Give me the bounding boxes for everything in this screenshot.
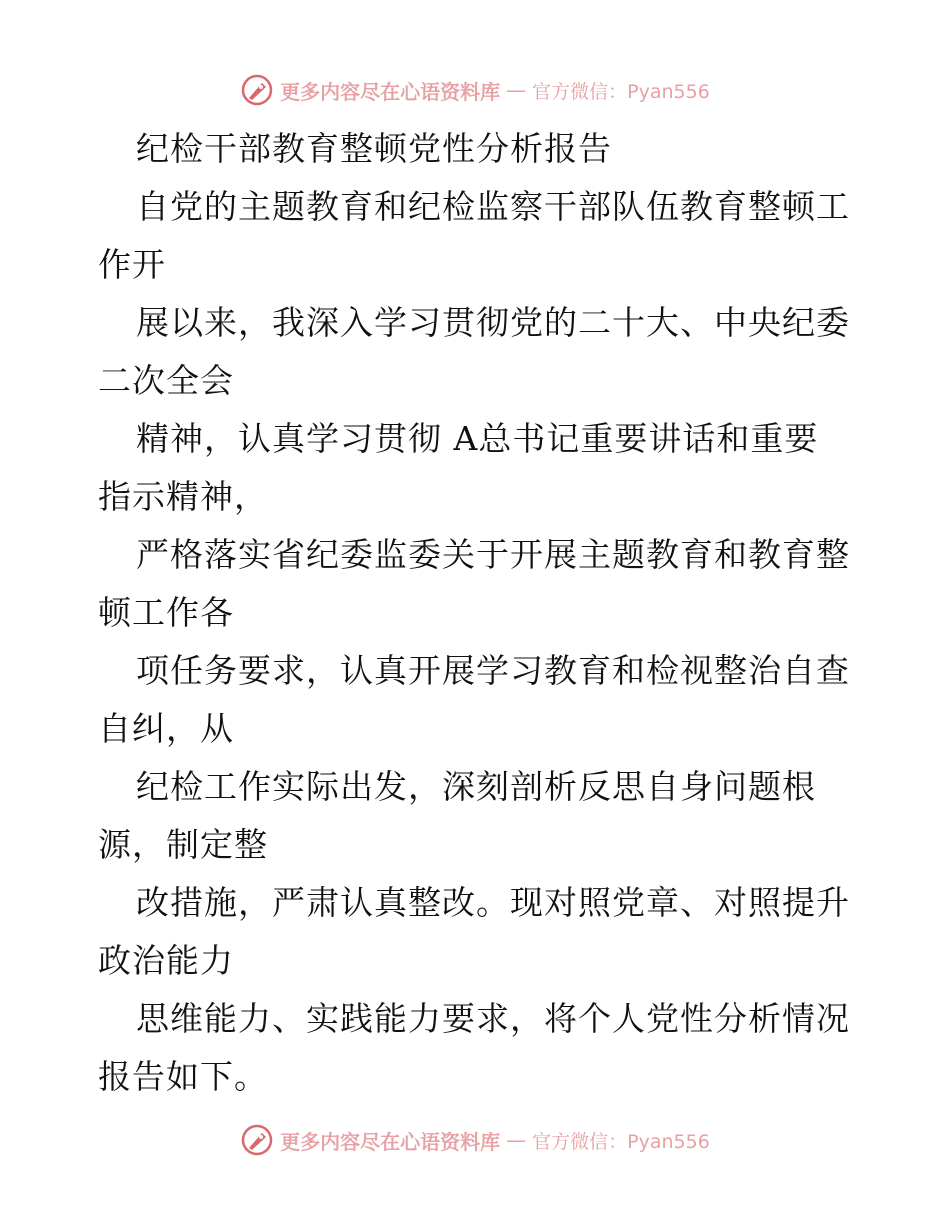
- text-line: 项任务要求，认真开展学习教育和检视整治自查: [136, 651, 850, 690]
- text-line: 纪检工作实际出发，深刻剖析反思自身问题根: [136, 767, 816, 806]
- pen-nib-logo-icon: [240, 1123, 274, 1157]
- text-line: 自党的主题教育和纪检监察干部队伍教育整顿工: [136, 187, 850, 226]
- banner-wechat-text: 官方微信：Pyan556: [532, 1130, 710, 1153]
- text-line: 报告如下。: [98, 1057, 268, 1096]
- text-line: 作开: [98, 245, 166, 284]
- text-line: 精神，认真学习贯彻 A总书记重要讲话和重要: [136, 419, 819, 458]
- text-line: 严格落实省纪委监委关于开展主题教育和教育整: [136, 535, 850, 574]
- banner-separator: —: [506, 1128, 527, 1152]
- document-body: [98, 120, 858, 1106]
- text-line: 源，制定整: [98, 825, 268, 864]
- text-line: 二次全会: [98, 361, 234, 400]
- footer-watermark-banner: [0, 1120, 950, 1160]
- pen-nib-logo-icon: [240, 73, 274, 107]
- banner-site-text: 更多内容尽在心语资料库: [280, 79, 501, 104]
- text-line: 改措施，严肃认真整改。现对照党章、对照提升: [136, 883, 850, 922]
- banner-site-text: 更多内容尽在心语资料库: [280, 1129, 501, 1154]
- document-title: 纪检干部教育整顿党性分析报告: [136, 129, 612, 168]
- banner-wechat-text: 官方微信：Pyan556: [532, 80, 710, 103]
- text-line: 顿工作各: [98, 593, 234, 632]
- header-watermark-banner: [0, 70, 950, 110]
- text-line: 展以来，我深入学习贯彻党的二十大、中央纪委: [136, 303, 850, 342]
- text-line: 自纠，从: [98, 709, 234, 748]
- text-line: 指示精神，: [98, 477, 268, 516]
- text-line: 思维能力、实践能力要求，将个人党性分析情况: [136, 999, 850, 1038]
- banner-separator: —: [506, 78, 527, 102]
- text-line: 政治能力: [98, 941, 234, 980]
